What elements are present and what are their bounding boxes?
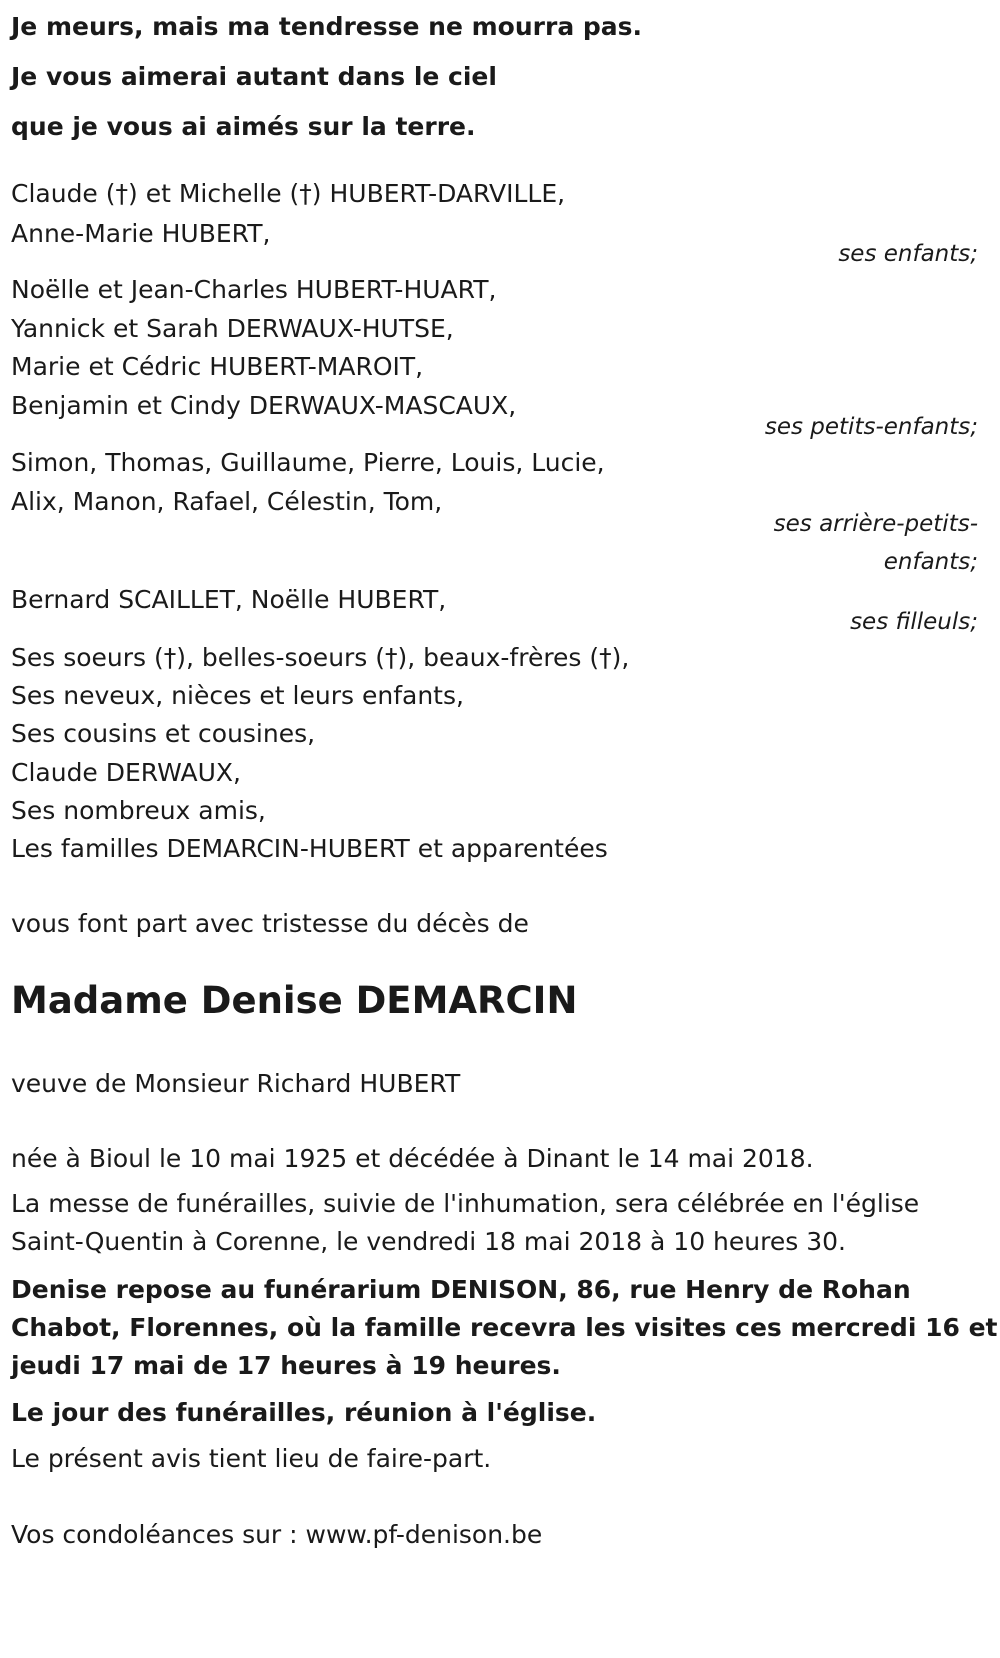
text-line: jeudi 17 mai de 17 heures à 19 heures.: [11, 1351, 561, 1380]
family-line: Noëlle et Jean-Charles HUBERT-HUART,: [11, 275, 497, 304]
opening-quote: [11, 0, 642, 152]
quote-line: Je meurs, mais ma tendresse ne mourra pas.: [11, 12, 643, 41]
family-line: Les familles DEMARCIN-HUBERT et apparentées: [11, 834, 608, 864]
extended-family-section: [11, 639, 989, 868]
condolences-text: Vos condoléances sur : www.pf-denison.be: [11, 1520, 543, 1549]
visitation-text: [11, 1271, 998, 1385]
notice-text: Le présent avis tient lieu de faire-part.: [11, 1444, 492, 1473]
family-line: Alix, Manon, Rafael, Célestin, Tom,: [11, 486, 443, 516]
family-line: Anne-Marie HUBERT,: [11, 219, 271, 248]
text-line: Chabot, Florennes, où la famille recevra les visites ces mercredi 16 et: [11, 1313, 998, 1342]
family-line: Claude DERWAUX,: [11, 757, 241, 787]
text-line: Denise repose au funérarium DENISON, 86, rue Henry de Rohan: [11, 1275, 911, 1304]
family-line: Claude (†) et Michelle (†) HUBERT-DARVILLE,: [11, 179, 566, 208]
meeting-text: Le jour des funérailles, réunion à l'église.: [11, 1398, 597, 1427]
quote-line: Je vous aimerai autant dans le ciel: [11, 62, 497, 91]
relation-line: enfants;: [883, 549, 978, 575]
relation-children: ses enfants;: [838, 241, 978, 267]
family-line: Yannick et Sarah DERWAUX-HUTSE,: [11, 313, 454, 343]
quote-line: que je vous ai aimés sur la terre.: [11, 112, 476, 141]
family-line: Ses neveux, nièces et leurs enfants,: [11, 681, 464, 711]
widow-of-text: veuve de Monsieur Richard HUBERT: [11, 1069, 461, 1098]
text-line: La messe de funérailles, suivie de l'inhumation, sera célébrée en l'église: [11, 1189, 920, 1218]
family-line: Simon, Thomas, Guillaume, Pierre, Louis, Lucie,: [11, 448, 605, 477]
deceased-name: Madame Denise DEMARCIN: [11, 979, 578, 1022]
relation-great-grandchildren: [578, 505, 978, 581]
family-line: Ses cousins et cousines,: [11, 719, 316, 749]
grandchildren-section: [11, 271, 989, 425]
family-line: Bernard SCAILLET, Noëlle HUBERT,: [11, 585, 447, 614]
funeral-mass-text: [11, 1185, 989, 1261]
relation-godchildren: ses filleuls;: [850, 609, 978, 635]
relation-line: ses arrière-petits-: [773, 511, 978, 537]
birth-death-text: née à Bioul le 10 mai 1925 et décédée à Dinant le 14 mai 2018.: [11, 1144, 814, 1173]
family-line: Marie et Cédric HUBERT-MAROIT,: [11, 352, 424, 381]
announcement-text: vous font part avec tristesse du décès de: [11, 909, 529, 938]
family-line: Benjamin et Cindy DERWAUX-MASCAUX,: [11, 390, 517, 420]
relation-grandchildren: ses petits-enfants;: [764, 414, 978, 440]
family-line: Ses soeurs (†), belles-soeurs (†), beaux-frères (†),: [11, 643, 630, 672]
text-line: Saint-Quentin à Corenne, le vendredi 18 mai 2018 à 10 heures 30.: [11, 1227, 846, 1256]
family-line: Ses nombreux amis,: [11, 795, 266, 825]
